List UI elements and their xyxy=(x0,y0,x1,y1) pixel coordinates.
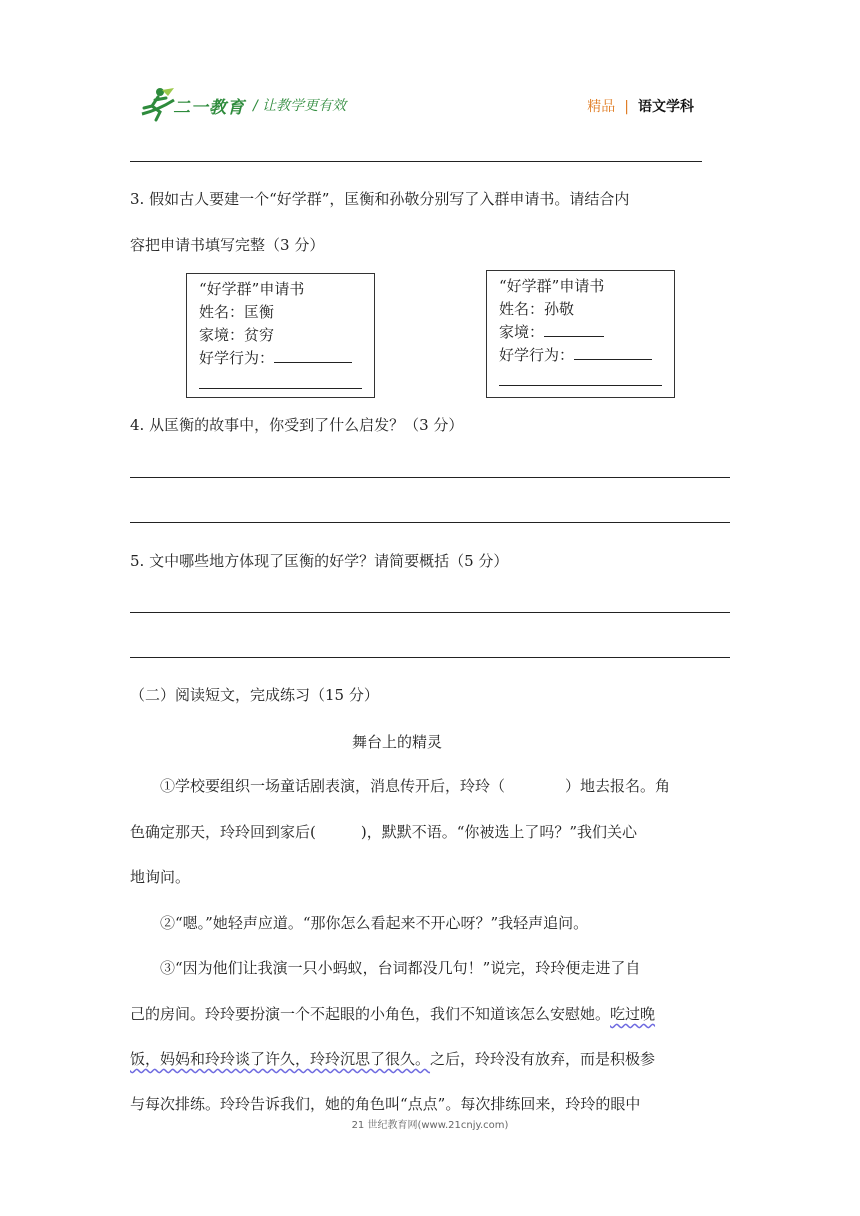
application-form-right xyxy=(486,270,675,398)
behavior-label: 好学行为： xyxy=(199,349,275,367)
form-situation: 家境：贫穷 xyxy=(199,326,275,344)
passage-line: 地询问。 xyxy=(130,868,191,886)
q5-text: 5. 文中哪些地方体现了匡衡的好学？请简要概括（5 分） xyxy=(130,552,509,570)
form-title: “好学群”申请书 xyxy=(199,280,305,298)
application-form-left xyxy=(186,273,375,398)
passage-title: 舞台上的精灵 xyxy=(352,733,443,751)
subject-label: 语文学科 xyxy=(638,99,694,115)
form-title: “好学群”申请书 xyxy=(499,277,605,295)
q5-answer-line-1[interactable] xyxy=(130,612,730,613)
logo-text: 二一教育 xyxy=(173,98,245,118)
passage-line: 色确定那天，玲玲回到家后( )，默默不语。“你被选上了吗？”我们关心 xyxy=(130,823,638,841)
header-separator: | xyxy=(624,99,629,115)
header-right xyxy=(587,96,694,116)
passage-line xyxy=(130,1049,655,1069)
form-name: 姓名：孙敬 xyxy=(499,300,575,318)
q4-text: 4. 从匡衡的故事中，你受到了什么启发？（3 分） xyxy=(130,416,464,434)
page-footer: 21 世纪教育网(www.21cnjy.com) xyxy=(351,1120,509,1131)
q5-answer-line-2[interactable] xyxy=(130,657,730,658)
answer-line[interactable] xyxy=(130,161,702,162)
behavior-blank[interactable] xyxy=(574,345,652,360)
situation-label: 家境： xyxy=(499,323,545,341)
situation-blank[interactable] xyxy=(544,322,604,337)
form-name: 姓名：匡衡 xyxy=(199,303,275,321)
behavior-label: 好学行为： xyxy=(499,346,575,364)
q3-text-line1: 3. 假如古人要建一个“好学群”，匡衡和孙敬分别写了入群申请书。请结合内 xyxy=(130,190,630,208)
passage-line: ①学校要组织一场童话剧表演，消息传开后，玲玲（ ）地去报名。角 xyxy=(160,777,671,795)
passage-line: ②“嗯。”她轻声应道。“那你怎么看起来不开心呀？”我轻声追问。 xyxy=(160,914,589,932)
q3-text-line2: 容把申请书填写完整（3 分） xyxy=(130,236,325,254)
passage-text: 己的房间。玲玲要扮演一个不起眼的小角色，我们不知道该怎么安慰她。 xyxy=(130,1005,611,1023)
highlighted-phrase: 饭，妈妈和玲玲谈了许久，玲玲沉思了很久。 xyxy=(130,1050,431,1068)
form-behavior xyxy=(199,347,374,370)
passage-line: 与每次排练。玲玲告诉我们，她的角色叫“点点”。每次排练回来，玲玲的眼中 xyxy=(130,1095,641,1113)
form-behavior xyxy=(499,344,674,367)
highlighted-phrase: 吃过晚 xyxy=(610,1005,656,1023)
behavior-blank-line2[interactable] xyxy=(199,374,362,389)
section2-heading: （二）阅读短文，完成练习（15 分） xyxy=(130,686,379,704)
form-situation xyxy=(499,321,674,344)
passage-line: ③“因为他们让我演一只小蚂蚁，台词都没几句！”说完，玲玲便走进了自 xyxy=(160,959,641,977)
behavior-blank[interactable] xyxy=(274,348,352,363)
behavior-blank-line2[interactable] xyxy=(499,371,662,386)
premium-label: 精品 xyxy=(587,99,616,115)
passage-line xyxy=(130,1004,655,1024)
passage-text: 之后，玲玲没有放弃，而是积极参 xyxy=(430,1050,656,1068)
q4-answer-line-2[interactable] xyxy=(130,522,730,523)
page-header xyxy=(0,0,860,130)
slogan: / 让教学更有效 xyxy=(253,98,347,114)
q4-answer-line-1[interactable] xyxy=(130,477,730,478)
